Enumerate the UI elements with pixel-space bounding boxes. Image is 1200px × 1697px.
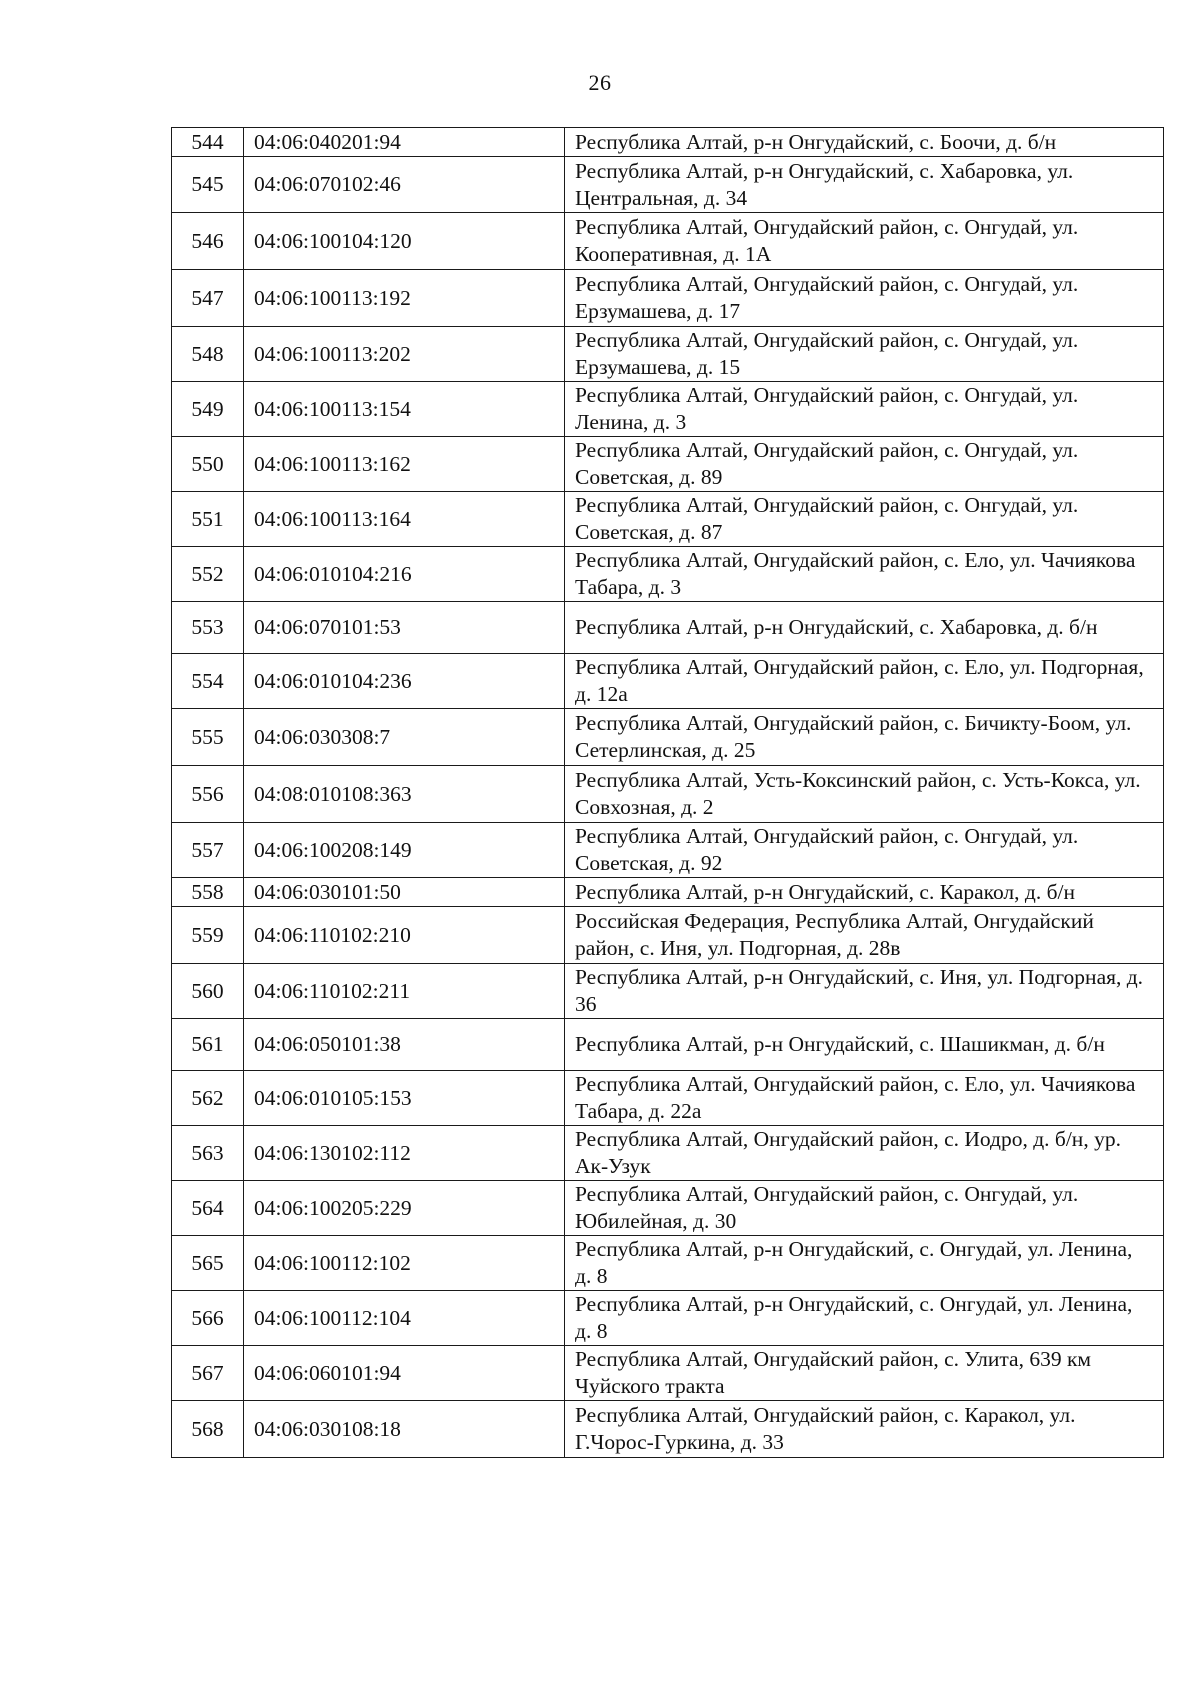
cadastral-number-cell: 04:06:100113:202 (244, 327, 565, 382)
row-number-cell: 549 (172, 382, 244, 437)
table-row (172, 1291, 1164, 1346)
row-number-cell: 553 (172, 602, 244, 654)
table-row (172, 823, 1164, 878)
address-cell: Российская Федерация, Республика Алтай, Онгудайский район, с. Иня, ул. Подгорная, д. 28в (565, 907, 1164, 964)
row-number-cell: 563 (172, 1126, 244, 1181)
cadastral-number-cell: 04:06:100104:120 (244, 213, 565, 270)
table-row (172, 1126, 1164, 1181)
cadastral-number-cell: 04:06:110102:211 (244, 964, 565, 1019)
cadastral-number-cell: 04:06:030308:7 (244, 709, 565, 766)
address-cell: Республика Алтай, р-н Онгудайский, с. Онгудай, ул. Ленина, д. 8 (565, 1291, 1164, 1346)
property-table (171, 127, 1164, 1458)
row-number-cell: 550 (172, 437, 244, 492)
cadastral-number-cell: 04:06:100112:104 (244, 1291, 565, 1346)
row-number-cell: 560 (172, 964, 244, 1019)
address-cell: Республика Алтай, Онгудайский район, с. Бичикту-Боом, ул. Сетерлинская, д. 25 (565, 709, 1164, 766)
row-number-cell: 558 (172, 878, 244, 907)
row-number-cell: 559 (172, 907, 244, 964)
table-row (172, 492, 1164, 547)
address-cell: Республика Алтай, Онгудайский район, с. Ело, ул. Чачиякова Табара, д. 22а (565, 1071, 1164, 1126)
address-cell: Республика Алтай, Усть-Коксинский район, с. Усть-Кокса, ул. Совхозная, д. 2 (565, 766, 1164, 823)
table-row (172, 964, 1164, 1019)
cadastral-number-cell: 04:06:030108:18 (244, 1401, 565, 1458)
row-number-cell: 548 (172, 327, 244, 382)
row-number-cell: 561 (172, 1019, 244, 1071)
address-cell: Республика Алтай, р-н Онгудайский, с. Иня, ул. Подгорная, д. 36 (565, 964, 1164, 1019)
table-row (172, 1401, 1164, 1458)
row-number-cell: 567 (172, 1346, 244, 1401)
row-number-cell: 568 (172, 1401, 244, 1458)
table-row (172, 654, 1164, 709)
address-cell: Республика Алтай, Онгудайский район, с. Онгудай, ул. Ерзумашева, д. 17 (565, 270, 1164, 327)
table-row (172, 128, 1164, 157)
table-row (172, 437, 1164, 492)
property-table-body (172, 128, 1164, 1458)
row-number-cell: 566 (172, 1291, 244, 1346)
cadastral-number-cell: 04:06:100205:229 (244, 1181, 565, 1236)
address-cell: Республика Алтай, Онгудайский район, с. Онгудай, ул. Юбилейная, д. 30 (565, 1181, 1164, 1236)
row-number-cell: 562 (172, 1071, 244, 1126)
row-number-cell: 551 (172, 492, 244, 547)
cadastral-number-cell: 04:06:100113:192 (244, 270, 565, 327)
page-number: 26 (588, 70, 612, 95)
table-row (172, 602, 1164, 654)
address-cell: Республика Алтай, р-н Онгудайский, с. Хабаровка, д. б/н (565, 602, 1164, 654)
address-cell: Республика Алтай, Онгудайский район, с. Онгудай, ул. Советская, д. 87 (565, 492, 1164, 547)
table-row (172, 1236, 1164, 1291)
table-row (172, 878, 1164, 907)
address-cell: Республика Алтай, р-н Онгудайский, с. Боочи, д. б/н (565, 128, 1164, 157)
table-row (172, 1019, 1164, 1071)
cadastral-number-cell: 04:06:130102:112 (244, 1126, 565, 1181)
cadastral-number-cell: 04:08:010108:363 (244, 766, 565, 823)
row-number-cell: 556 (172, 766, 244, 823)
cadastral-number-cell: 04:06:010104:216 (244, 547, 565, 602)
address-cell: Республика Алтай, Онгудайский район, с. Ело, ул. Подгорная, д. 12а (565, 654, 1164, 709)
cadastral-number-cell: 04:06:100113:162 (244, 437, 565, 492)
address-cell: Республика Алтай, р-н Онгудайский, с. Шашикман, д. б/н (565, 1019, 1164, 1071)
address-cell: Республика Алтай, Онгудайский район, с. Онгудай, ул. Ленина, д. 3 (565, 382, 1164, 437)
address-cell: Республика Алтай, Онгудайский район, с. Онгудай, ул. Кооперативная, д. 1А (565, 213, 1164, 270)
row-number-cell: 546 (172, 213, 244, 270)
table-row (172, 327, 1164, 382)
row-number-cell: 552 (172, 547, 244, 602)
cadastral-number-cell: 04:06:010105:153 (244, 1071, 565, 1126)
row-number-cell: 544 (172, 128, 244, 157)
cadastral-number-cell: 04:06:010104:236 (244, 654, 565, 709)
row-number-cell: 564 (172, 1181, 244, 1236)
table-row (172, 907, 1164, 964)
address-cell: Республика Алтай, Онгудайский район, с. Улита, 639 км Чуйского тракта (565, 1346, 1164, 1401)
table-row (172, 1181, 1164, 1236)
row-number-cell: 547 (172, 270, 244, 327)
cadastral-number-cell: 04:06:060101:94 (244, 1346, 565, 1401)
address-cell: Республика Алтай, Онгудайский район, с. Ело, ул. Чачиякова Табара, д. 3 (565, 547, 1164, 602)
table-row (172, 270, 1164, 327)
address-cell: Республика Алтай, р-н Онгудайский, с. Онгудай, ул. Ленина, д. 8 (565, 1236, 1164, 1291)
table-row (172, 382, 1164, 437)
cadastral-number-cell: 04:06:030101:50 (244, 878, 565, 907)
address-cell: Республика Алтай, р-н Онгудайский, с. Каракол, д. б/н (565, 878, 1164, 907)
cadastral-number-cell: 04:06:040201:94 (244, 128, 565, 157)
address-cell: Республика Алтай, Онгудайский район, с. Иодро, д. б/н, ур. Ак-Узук (565, 1126, 1164, 1181)
cadastral-number-cell: 04:06:100113:164 (244, 492, 565, 547)
row-number-cell: 565 (172, 1236, 244, 1291)
cadastral-number-cell: 04:06:070102:46 (244, 157, 565, 213)
row-number-cell: 557 (172, 823, 244, 878)
cadastral-number-cell: 04:06:070101:53 (244, 602, 565, 654)
table-row (172, 766, 1164, 823)
cadastral-number-cell: 04:06:100113:154 (244, 382, 565, 437)
address-cell: Республика Алтай, Онгудайский район, с. Онгудай, ул. Советская, д. 92 (565, 823, 1164, 878)
cadastral-number-cell: 04:06:050101:38 (244, 1019, 565, 1071)
address-cell: Республика Алтай, р-н Онгудайский, с. Хабаровка, ул. Центральная, д. 34 (565, 157, 1164, 213)
table-row (172, 157, 1164, 213)
address-cell: Республика Алтай, Онгудайский район, с. Онгудай, ул. Ерзумашева, д. 15 (565, 327, 1164, 382)
cadastral-number-cell: 04:06:100208:149 (244, 823, 565, 878)
table-row (172, 547, 1164, 602)
cadastral-number-cell: 04:06:100112:102 (244, 1236, 565, 1291)
row-number-cell: 555 (172, 709, 244, 766)
address-cell: Республика Алтай, Онгудайский район, с. Онгудай, ул. Советская, д. 89 (565, 437, 1164, 492)
table-row (172, 1071, 1164, 1126)
cadastral-number-cell: 04:06:110102:210 (244, 907, 565, 964)
address-cell: Республика Алтай, Онгудайский район, с. Каракол, ул. Г.Чорос-Гуркина, д. 33 (565, 1401, 1164, 1458)
row-number-cell: 545 (172, 157, 244, 213)
table-row (172, 1346, 1164, 1401)
table-row (172, 709, 1164, 766)
row-number-cell: 554 (172, 654, 244, 709)
table-row (172, 213, 1164, 270)
